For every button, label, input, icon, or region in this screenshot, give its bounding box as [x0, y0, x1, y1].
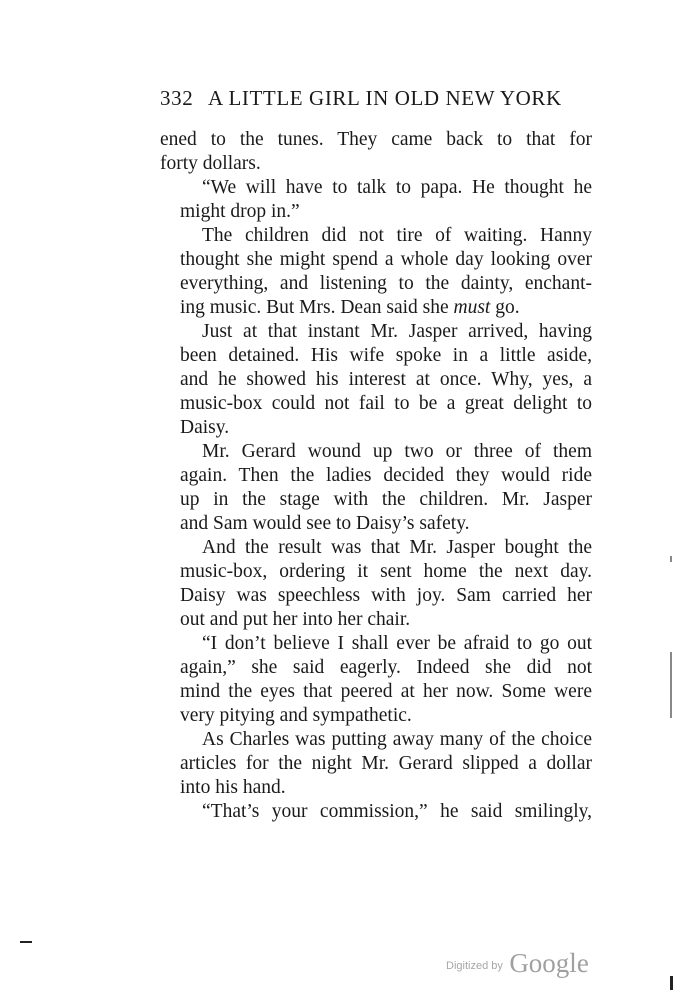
- text-line: music-box, ordering it sent home the next day.: [180, 561, 592, 582]
- text-line: Daisy was speechless with joy. Sam carried her: [180, 585, 592, 606]
- text-line: Just at that instant Mr. Jasper arrived, having: [202, 321, 592, 342]
- margin-mark: [670, 556, 672, 562]
- margin-mark: [670, 976, 673, 990]
- text-line: Mr. Gerard wound up two or three of them: [202, 441, 592, 462]
- text-line: been detained. His wife spoke in a little aside,: [180, 345, 592, 366]
- text-run: go.: [490, 297, 520, 318]
- text-line: “That’s your commission,” he said smilingly,: [202, 801, 592, 822]
- text-line: mind the eyes that peered at her now. Some were: [180, 681, 592, 702]
- emphasis: must: [453, 297, 491, 318]
- paragraph: [160, 536, 592, 632]
- paragraph: [160, 632, 592, 728]
- paragraph: [160, 440, 592, 536]
- paragraph: [160, 800, 592, 824]
- paragraph: [160, 728, 592, 800]
- running-head: [160, 86, 600, 111]
- page-number: 332: [160, 86, 194, 110]
- paragraph: [160, 224, 592, 320]
- text-line: again,” she said eagerly. Indeed she did not: [180, 657, 592, 678]
- text-line: forty dollars.: [160, 153, 261, 174]
- text-line: everything, and listening to the dainty, enchant-: [180, 273, 592, 294]
- text-line: articles for the night Mr. Gerard slipped a dollar: [180, 753, 592, 774]
- text-line: [160, 296, 592, 320]
- text-line: thought she might spend a whole day looking over: [180, 249, 592, 270]
- paragraph: [160, 128, 592, 176]
- text-line: And the result was that Mr. Jasper bought the: [202, 537, 592, 558]
- digitized-watermark: [446, 948, 589, 979]
- text-line: up in the stage with the children. Mr. Jasper: [180, 489, 592, 510]
- paragraph: [160, 176, 592, 224]
- text-line: “We will have to talk to papa. He thought he: [202, 177, 592, 198]
- text-line: might drop in.”: [180, 201, 300, 222]
- paragraph: [160, 320, 592, 440]
- text-line: into his hand.: [180, 777, 286, 798]
- text-line: and he showed his interest at once. Why, yes, a: [180, 369, 592, 390]
- text-line: very pitying and sympathetic.: [180, 705, 412, 726]
- text-run: ing music. But Mrs. Dean said she: [180, 297, 454, 318]
- text-line: Daisy.: [180, 417, 230, 438]
- body-text: [160, 128, 592, 824]
- text-line: ened to the tunes. They came back to that for: [160, 129, 592, 150]
- text-line: music-box could not fail to be a great delight to: [180, 393, 592, 414]
- margin-mark: [20, 941, 32, 943]
- text-line: The children did not tire of waiting. Hanny: [202, 225, 592, 246]
- google-logo: Google: [509, 948, 589, 978]
- running-title: A LITTLE GIRL IN OLD NEW YORK: [208, 86, 562, 110]
- margin-mark: [670, 652, 672, 718]
- watermark-prefix: Digitized by: [446, 960, 503, 972]
- text-line: again. Then the ladies decided they would ride: [180, 465, 592, 486]
- text-line: “I don’t believe I shall ever be afraid to go out: [202, 633, 592, 654]
- text-line: and Sam would see to Daisy’s safety.: [180, 513, 470, 534]
- text-line: As Charles was putting away many of the choice: [202, 729, 592, 750]
- text-line: out and put her into her chair.: [180, 609, 411, 630]
